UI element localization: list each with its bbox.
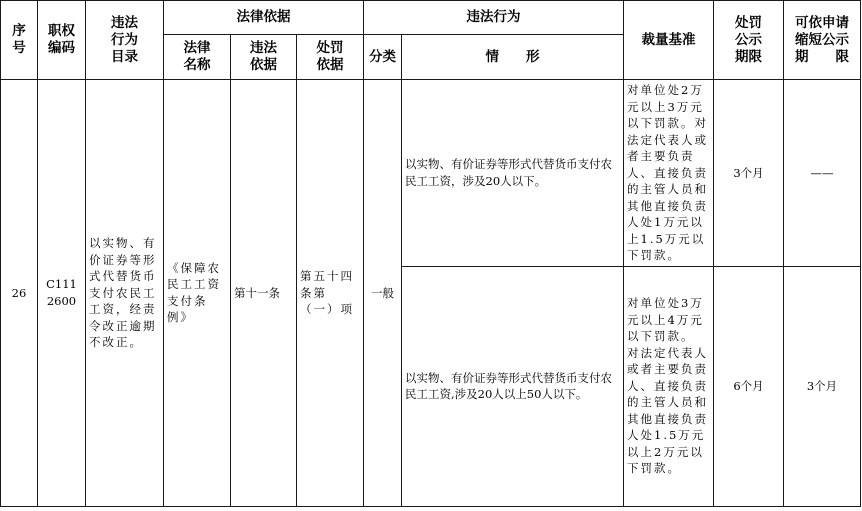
- cell-seq: 26: [1, 80, 38, 507]
- cell-shortened-period-2: 3个月: [784, 266, 861, 506]
- header-row-top: [1, 1, 861, 35]
- header-violation: 违法行为: [364, 1, 624, 35]
- table-row: [1, 80, 861, 267]
- header-law-name: 法律 名称: [164, 35, 231, 80]
- cell-situation-1: 以实物、有价证券等形式代替货币支付农民工工资，涉及20人以下。: [402, 80, 624, 267]
- header-situation: 情 形: [402, 35, 624, 80]
- cell-situation-2: 以实物、有价证券等形式代替货币支付农民工工资,涉及20人以上50人以下。: [402, 266, 624, 506]
- header-shortened-period: 可依申请 缩短公示 期 限: [784, 1, 861, 80]
- cell-shortened-period-1: ——: [784, 80, 861, 267]
- cell-code: C111 2600: [38, 80, 86, 507]
- header-code: 职权 编码: [38, 1, 86, 80]
- header-penalty-basis: 处罚 依据: [297, 35, 364, 80]
- header-violation-basis: 违法 依据: [231, 35, 297, 80]
- header-standard: 裁量基准: [624, 1, 714, 80]
- cell-law-name: 《保障农民工工资支付条例》: [164, 80, 231, 507]
- header-publicity-period: 处罚 公示 期限: [714, 1, 784, 80]
- cell-penalty-basis: 第五十四条第（一）项: [297, 80, 364, 507]
- cell-violation-basis: 第十一条: [231, 80, 297, 507]
- header-legal-basis: 法律依据: [164, 1, 364, 35]
- header-category: 分类: [364, 35, 402, 80]
- cell-publicity-period-2: 6个月: [714, 266, 784, 506]
- header-catalog: 违法 行为 目录: [86, 1, 164, 80]
- cell-category: 一般: [364, 80, 402, 507]
- cell-standard-2: 对单位处3万元以上4万元以下罚款。 对法定代表人或者主要负责人、直接负责的主管人员和其他直接负责人处1.5万元以上2万元以下罚款。: [624, 266, 714, 506]
- cell-publicity-period-1: 3个月: [714, 80, 784, 267]
- cell-catalog: 以实物、有价证券等形式代替货币支付农民工工资，经责令改正逾期不改正。: [86, 80, 164, 507]
- header-seq: 序 号: [1, 1, 38, 80]
- cell-standard-1: 对单位处2万元以上3万元以下罚款。对法定代表人或者主要负责人、直接负责的主管人员和其他直接负责人处1万元以上1.5万元以下罚款。: [624, 80, 714, 267]
